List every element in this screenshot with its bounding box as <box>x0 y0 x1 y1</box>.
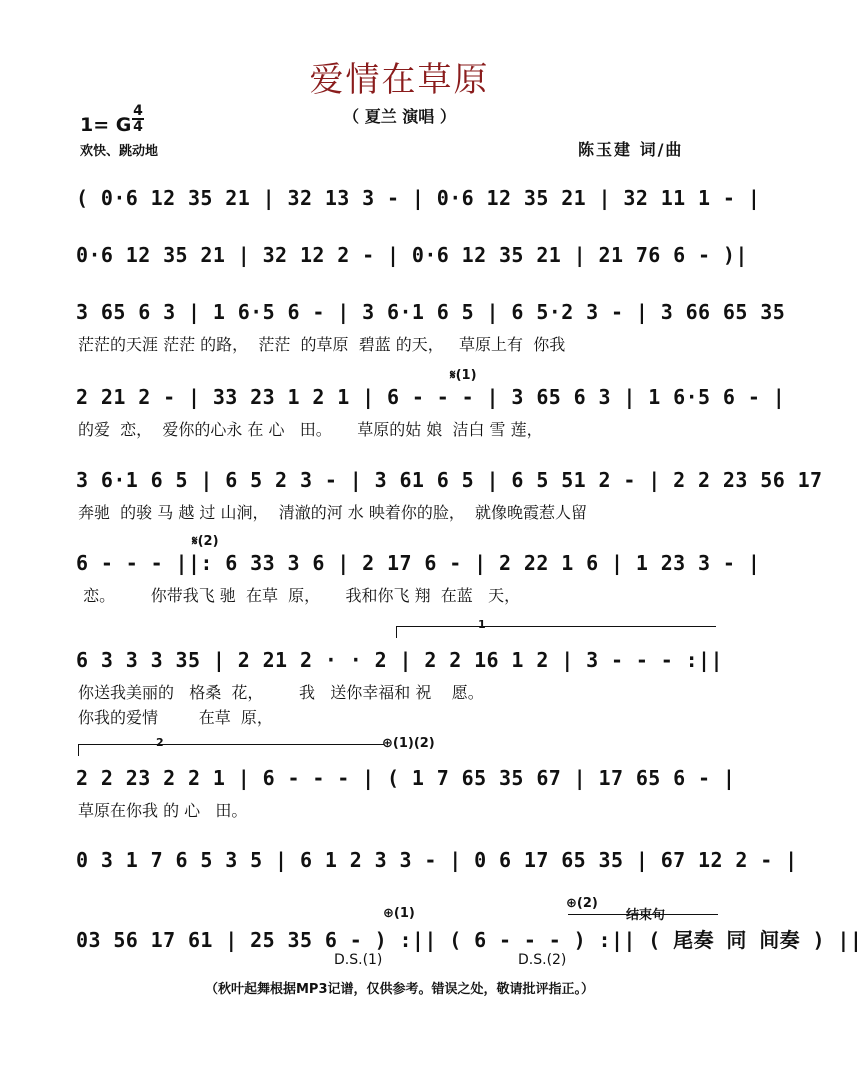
lyric-line: 你送我美丽的 格桑 花， 我 送你幸福和 祝 愿。 <box>78 683 484 702</box>
notation-row: 6 - - - ||: 6 33 3 6 | 2 17 6 - | 2 22 1 6 | 1 23 3 - | <box>76 551 761 575</box>
singer: （ 夏兰 演唱 ） <box>343 107 456 126</box>
segno-mark: 𝄋(2) <box>192 534 219 549</box>
ending-label: 结束句 <box>626 908 666 923</box>
time-signature <box>132 104 144 134</box>
notation-row: ( 0·6 12 35 21 | 32 13 3 - | 0·6 12 35 21 | 32 11 1 - | <box>76 186 761 210</box>
notation-row: 3 6·1 6 5 | 6 5 2 3 - | 3 61 6 5 | 6 5 51 2 - | 2 2 23 56 17 <box>76 468 823 492</box>
notation-row: 2 2 23 2 2 1 | 6 - - - | ( 1 7 65 35 67 | 17 65 6 - | <box>76 766 736 790</box>
volta-number: 2 <box>156 736 164 749</box>
lyric-line: 奔驰 的骏 马 越 过 山涧， 清澈的河 水 映着你的脸， 就像晚霞惹人留 <box>78 503 588 522</box>
coda-mark: ⊕(2) <box>566 896 598 911</box>
lyric-line: 的爱 恋， 爱你的心永 在 心 田。 草原的姑 娘 洁白 雪 莲， <box>78 420 543 439</box>
lyric-line: 恋。 你带我飞 驰 在草 原， 我和你飞 翔 在蓝 天， <box>78 586 521 605</box>
ds-mark: D.S.(2) <box>518 952 567 968</box>
composer-credit: 陈玉建 词/曲 <box>578 140 684 159</box>
song-title: 爱情在草原 <box>309 60 490 100</box>
notation-row: 0·6 12 35 21 | 32 12 2 - | 0·6 12 35 21 | 21 76 6 - )| <box>76 243 748 267</box>
notation-row: 2 21 2 - | 33 23 1 2 1 | 6 - - - | 3 65 6 3 | 1 6·5 6 - | <box>76 385 786 409</box>
volta-number: 1 <box>478 618 486 631</box>
notation-row: 0 3 1 7 6 5 3 5 | 6 1 2 3 3 - | 0 6 17 65 35 | 67 12 2 - | <box>76 848 798 872</box>
coda-mark: ⊕(1) <box>383 906 415 921</box>
tempo-marking: 欢快、跳动地 <box>80 144 159 159</box>
lyric-line: 茫茫的天涯 茫茫 的路， 茫茫 的草原 碧蓝 的天， 草原上有 你我 <box>78 335 566 354</box>
segno-mark: 𝄋(1) <box>450 368 477 383</box>
notation-row: 3 65 6 3 | 1 6·5 6 - | 3 6·1 6 5 | 6 5·2 3 - | 3 66 65 35 <box>76 300 786 324</box>
key-signature: 1= G <box>80 114 132 136</box>
notation-row: 6 3 3 3 35 | 2 21 2 · · 2 | 2 2 16 1 2 | 3 - - - :|| <box>76 648 723 672</box>
time-bottom: 4 <box>133 119 143 135</box>
notation-row: 03 56 17 61 | 25 35 6 - ) :|| ( 6 - - - ) :|| ( 尾奏 同 间奏 ) || <box>76 928 862 952</box>
time-top: 4 <box>133 103 143 119</box>
footer-note: （秋叶起舞根据MP3记谱，仅供参考。错误之处，敬请批评指正。） <box>204 982 594 997</box>
lyric-line: 草原在你我 的 心 田。 <box>78 801 248 820</box>
ds-mark: D.S.(1) <box>334 952 383 968</box>
coda-mark: ⊕(1)(2) <box>382 736 435 751</box>
lyric-line: 你我的爱情 在草 原， <box>78 708 273 727</box>
